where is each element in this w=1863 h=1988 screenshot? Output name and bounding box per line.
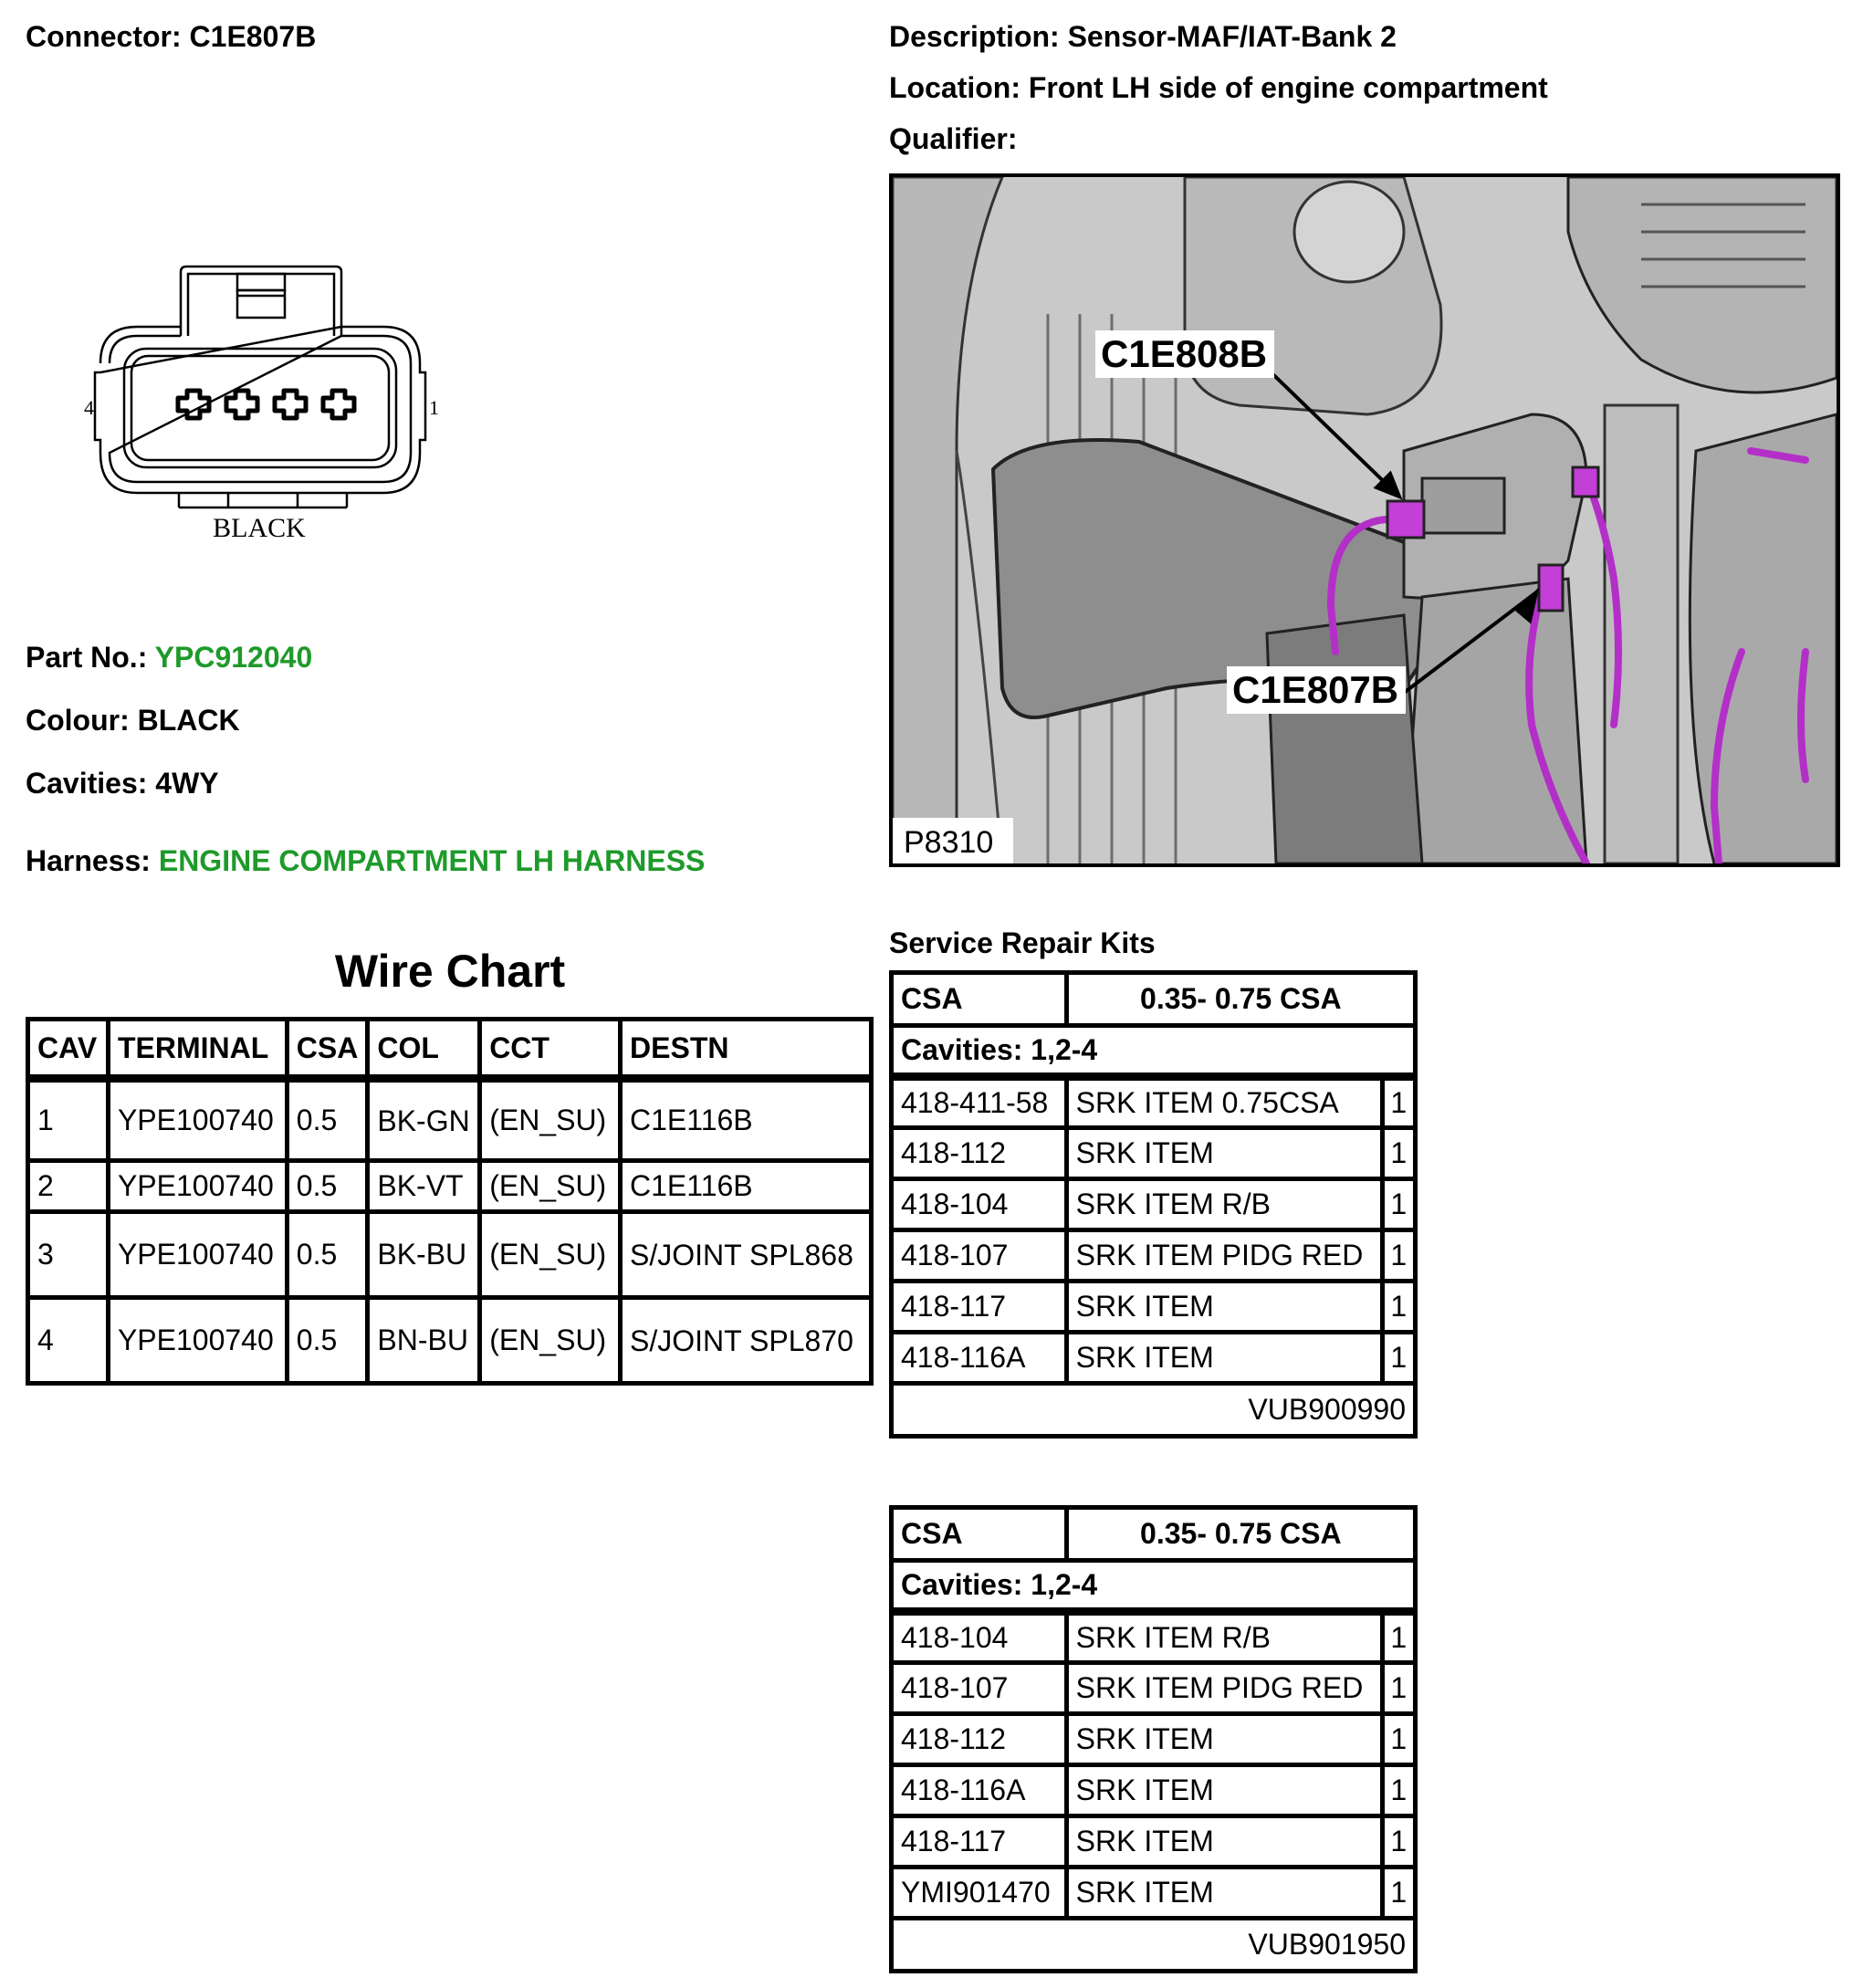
table-row — [28, 1079, 872, 1161]
terminal-cell: YPE100740 — [108, 1161, 287, 1212]
connector-colour-text: BLACK — [213, 513, 306, 543]
connector-label: Connector: — [26, 20, 182, 53]
cavity-2 — [275, 391, 306, 418]
kit-item-row — [892, 1230, 1416, 1282]
csa-cell: 0.5 — [287, 1079, 368, 1161]
col-cell: BK-VT — [368, 1161, 480, 1212]
kit-desc: SRK ITEM — [1066, 1714, 1382, 1765]
part-no-value[interactable]: YPC912040 — [154, 641, 313, 674]
harness-value[interactable]: ENGINE COMPARTMENT LH HARNESS — [158, 844, 706, 877]
description-field — [889, 20, 1397, 54]
header-cct: CCT — [480, 1020, 621, 1079]
kit-csa-label: CSA — [892, 1508, 1067, 1561]
callout-c1e808b: C1E808B — [1101, 332, 1268, 375]
terminal-cell: YPE100740 — [108, 1079, 287, 1161]
cavity-1 — [323, 391, 354, 418]
location-field — [889, 71, 1548, 105]
col-cell: BK-GN — [368, 1079, 480, 1161]
service-repair-kits-title: Service Repair Kits — [889, 926, 1156, 959]
cct-cell: (EN_SU) — [480, 1212, 621, 1298]
kit-cavities-row — [892, 1026, 1416, 1077]
kit-part: 418-117 — [892, 1816, 1067, 1868]
kit-part: YMI901470 — [892, 1868, 1067, 1919]
kit-desc: SRK ITEM — [1066, 1765, 1382, 1816]
kit-item-row — [892, 1868, 1416, 1919]
cavities-label: Cavities: — [26, 767, 148, 800]
wire-chart-header-row — [28, 1020, 872, 1079]
destn-cell: S/JOINT SPL870 — [621, 1298, 872, 1384]
kit-desc: SRK ITEM — [1066, 1816, 1382, 1868]
harness-field — [26, 844, 705, 878]
header-cav: CAV — [28, 1020, 109, 1079]
kit-part: 418-116A — [892, 1333, 1067, 1384]
kit-item-row — [892, 1663, 1416, 1714]
destn-cell: S/JOINT SPL868 — [621, 1212, 872, 1298]
location-value: Front LH side of engine compartment — [1028, 71, 1548, 104]
kit-part: 418-104 — [892, 1612, 1067, 1663]
kit-csa-label: CSA — [892, 973, 1067, 1026]
repair-kit-table — [889, 1505, 1418, 1973]
kit-qty: 1 — [1382, 1868, 1415, 1919]
kit-desc: SRK ITEM R/B — [1066, 1612, 1382, 1663]
connector-field — [26, 20, 316, 54]
connector-value: C1E807B — [189, 20, 317, 53]
connector-face-drawing — [73, 254, 456, 555]
kit-part: 418-104 — [892, 1179, 1067, 1230]
kit-qty: 1 — [1382, 1282, 1415, 1333]
kit-item-row — [892, 1179, 1416, 1230]
colour-field — [26, 704, 240, 738]
cav-cell: 2 — [28, 1161, 109, 1212]
harness-label: Harness: — [26, 844, 151, 877]
kit-qty: 1 — [1382, 1333, 1415, 1384]
kit-item-row — [892, 1333, 1416, 1384]
location-label: Location: — [889, 71, 1020, 104]
kit-cavities-row — [892, 1561, 1416, 1612]
cavity-3 — [226, 391, 257, 418]
kit-part: 418-107 — [892, 1230, 1067, 1282]
cav-cell: 3 — [28, 1212, 109, 1298]
qualifier-field — [889, 122, 1017, 156]
kit-qty: 1 — [1382, 1128, 1415, 1179]
colour-label: Colour: — [26, 704, 130, 737]
cavities-value: 4WY — [155, 767, 219, 800]
kit-csa-row — [892, 1508, 1416, 1561]
kit-item-row — [892, 1765, 1416, 1816]
kit-cavities: Cavities: 1,2-4 — [892, 1561, 1416, 1612]
cct-cell: (EN_SU) — [480, 1298, 621, 1384]
header-col: COL — [368, 1020, 480, 1079]
kit-item-row — [892, 1077, 1416, 1128]
kit-desc: SRK ITEM R/B — [1066, 1179, 1382, 1230]
cct-cell: (EN_SU) — [480, 1079, 621, 1161]
kit-number-row — [892, 1384, 1416, 1437]
description-label: Description: — [889, 20, 1060, 53]
kit-part: 418-107 — [892, 1663, 1067, 1714]
terminal-cell: YPE100740 — [108, 1212, 287, 1298]
kit-part: 418-112 — [892, 1714, 1067, 1765]
pin-left-number: 4 — [84, 396, 94, 419]
kit-part: 418-117 — [892, 1282, 1067, 1333]
kit-desc: SRK ITEM 0.75CSA — [1066, 1077, 1382, 1128]
colour-value: BLACK — [137, 704, 240, 737]
kit-desc: SRK ITEM PIDG RED — [1066, 1663, 1382, 1714]
kit-part: 418-411-58 — [892, 1077, 1067, 1128]
kit-qty: 1 — [1382, 1179, 1415, 1230]
kit-number: VUB901950 — [892, 1919, 1416, 1972]
callout-c1e807b: C1E807B — [1232, 668, 1399, 711]
kit-item-row — [892, 1128, 1416, 1179]
col-cell: BN-BU — [368, 1298, 480, 1384]
kit-csa-value: 0.35- 0.75 CSA — [1066, 1508, 1415, 1561]
kit-cavities: Cavities: 1,2-4 — [892, 1026, 1416, 1077]
pin-right-number: 1 — [429, 396, 439, 419]
wire-chart-title: Wire Chart — [334, 946, 566, 997]
csa-cell: 0.5 — [287, 1298, 368, 1384]
qualifier-label: Qualifier: — [889, 122, 1018, 155]
col-cell: BK-BU — [368, 1212, 480, 1298]
table-row — [28, 1212, 872, 1298]
kit-item-row — [892, 1816, 1416, 1868]
location-photo — [889, 173, 1840, 867]
photo-id: P8310 — [904, 825, 994, 860]
header-csa: CSA — [287, 1020, 368, 1079]
destn-cell: C1E116B — [621, 1079, 872, 1161]
header-destn: DESTN — [621, 1020, 872, 1079]
kit-qty: 1 — [1382, 1765, 1415, 1816]
kit-csa-row — [892, 973, 1416, 1026]
cavities-field — [26, 767, 219, 800]
part-no-field — [26, 641, 312, 675]
kit-desc: SRK ITEM — [1066, 1128, 1382, 1179]
kit-desc: SRK ITEM — [1066, 1282, 1382, 1333]
engine-compartment-illustration — [893, 177, 1837, 863]
kit-csa-value: 0.35- 0.75 CSA — [1066, 973, 1415, 1026]
terminal-cell: YPE100740 — [108, 1298, 287, 1384]
part-no-label: Part No.: — [26, 641, 148, 674]
repair-kit-table — [889, 970, 1418, 1439]
cav-cell: 4 — [28, 1298, 109, 1384]
kit-qty: 1 — [1382, 1077, 1415, 1128]
kit-desc: SRK ITEM — [1066, 1868, 1382, 1919]
kit-number-row — [892, 1919, 1416, 1972]
kit-item-row — [892, 1612, 1416, 1663]
kit-qty: 1 — [1382, 1816, 1415, 1868]
kit-item-row — [892, 1282, 1416, 1333]
kit-qty: 1 — [1382, 1714, 1415, 1765]
kit-part: 418-116A — [892, 1765, 1067, 1816]
kit-qty: 1 — [1382, 1612, 1415, 1663]
table-row — [28, 1298, 872, 1384]
kit-qty: 1 — [1382, 1230, 1415, 1282]
wire-chart-table — [26, 1017, 874, 1386]
header-terminal: TERMINAL — [108, 1020, 287, 1079]
destn-cell: C1E116B — [621, 1161, 872, 1212]
kit-number: VUB900990 — [892, 1384, 1416, 1437]
kit-part: 418-112 — [892, 1128, 1067, 1179]
table-row — [28, 1161, 872, 1212]
description-value: Sensor-MAF/IAT-Bank 2 — [1067, 20, 1397, 53]
csa-cell: 0.5 — [287, 1161, 368, 1212]
csa-cell: 0.5 — [287, 1212, 368, 1298]
cct-cell: (EN_SU) — [480, 1161, 621, 1212]
kit-desc: SRK ITEM — [1066, 1333, 1382, 1384]
kit-item-row — [892, 1714, 1416, 1765]
kit-desc: SRK ITEM PIDG RED — [1066, 1230, 1382, 1282]
cav-cell: 1 — [28, 1079, 109, 1161]
kit-qty: 1 — [1382, 1663, 1415, 1714]
